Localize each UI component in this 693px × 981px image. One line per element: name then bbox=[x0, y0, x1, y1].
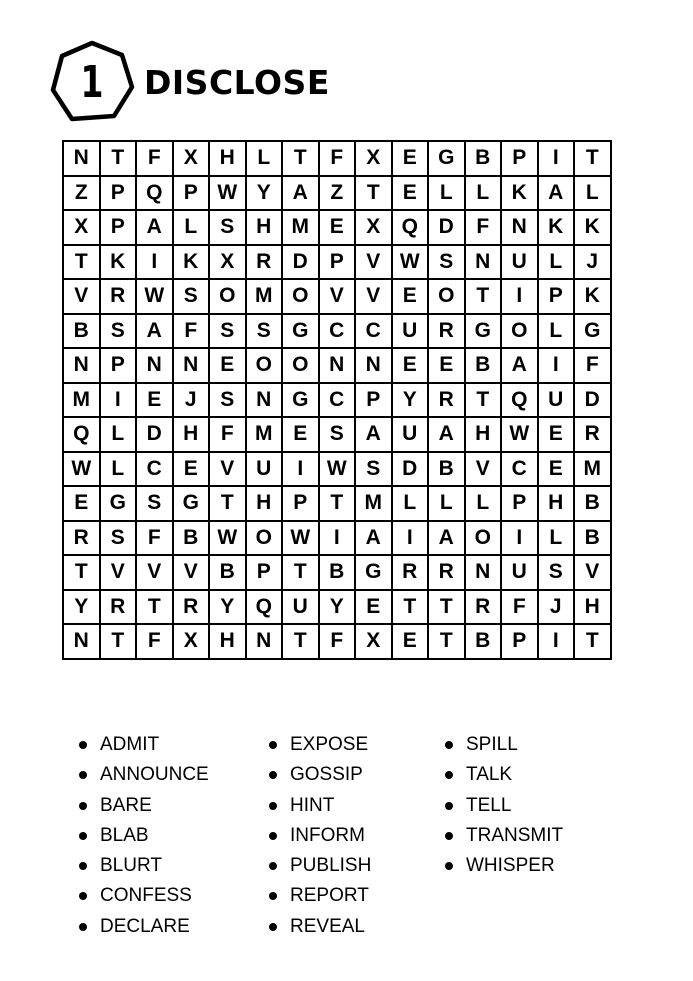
grid-cell[interactable]: U bbox=[392, 314, 429, 349]
grid-cell[interactable]: J bbox=[574, 245, 611, 280]
grid-cell[interactable]: D bbox=[282, 245, 319, 280]
grid-cell[interactable]: P bbox=[100, 176, 137, 211]
grid-cell[interactable]: G bbox=[100, 486, 137, 521]
grid-cell[interactable]: T bbox=[136, 590, 173, 625]
grid-cell[interactable]: T bbox=[465, 279, 502, 314]
grid-cell[interactable]: T bbox=[100, 624, 137, 659]
word-list-item: REVEAL bbox=[268, 912, 444, 942]
grid-cell[interactable]: S bbox=[246, 314, 283, 349]
grid-cell[interactable]: U bbox=[501, 555, 538, 590]
grid-cell[interactable]: U bbox=[538, 383, 575, 418]
grid-cell[interactable]: P bbox=[319, 245, 356, 280]
grid-row bbox=[63, 452, 611, 487]
grid-cell[interactable]: O bbox=[501, 314, 538, 349]
word-list-item: TELL bbox=[444, 791, 624, 821]
grid-cell[interactable]: C bbox=[319, 314, 356, 349]
grid-cell[interactable]: E bbox=[392, 348, 429, 383]
grid-cell[interactable]: T bbox=[63, 555, 100, 590]
grid-cell[interactable]: N bbox=[465, 245, 502, 280]
grid-cell[interactable]: B bbox=[319, 555, 356, 590]
grid-cell[interactable]: E bbox=[136, 383, 173, 418]
grid-cell[interactable]: V bbox=[173, 555, 210, 590]
grid-cell[interactable]: G bbox=[465, 314, 502, 349]
grid-cell[interactable]: G bbox=[355, 555, 392, 590]
grid-cell[interactable]: V bbox=[209, 452, 246, 487]
grid-cell[interactable]: M bbox=[63, 383, 100, 418]
grid-cell[interactable]: V bbox=[465, 452, 502, 487]
word-list-item: BARE bbox=[78, 791, 268, 821]
grid-cell[interactable]: R bbox=[465, 590, 502, 625]
grid-cell[interactable]: W bbox=[209, 176, 246, 211]
grid-cell[interactable]: U bbox=[501, 245, 538, 280]
grid-cell[interactable]: C bbox=[319, 383, 356, 418]
grid-cell[interactable]: T bbox=[319, 486, 356, 521]
grid-cell[interactable]: E bbox=[319, 210, 356, 245]
grid-cell[interactable]: P bbox=[538, 279, 575, 314]
grid-cell[interactable]: E bbox=[63, 486, 100, 521]
grid-cell[interactable]: L bbox=[246, 141, 283, 176]
grid-cell[interactable]: E bbox=[355, 590, 392, 625]
grid-cell[interactable]: I bbox=[319, 521, 356, 556]
grid-cell[interactable]: W bbox=[282, 521, 319, 556]
grid-cell[interactable]: P bbox=[501, 624, 538, 659]
grid-cell[interactable]: T bbox=[282, 624, 319, 659]
grid-cell[interactable]: N bbox=[63, 624, 100, 659]
grid-cell[interactable]: H bbox=[538, 486, 575, 521]
grid-cell[interactable]: L bbox=[428, 176, 465, 211]
grid-cell[interactable]: O bbox=[465, 521, 502, 556]
grid-cell[interactable]: V bbox=[63, 279, 100, 314]
grid-row bbox=[63, 590, 611, 625]
grid-cell[interactable]: U bbox=[246, 452, 283, 487]
grid-cell[interactable]: K bbox=[538, 210, 575, 245]
grid-cell[interactable]: N bbox=[319, 348, 356, 383]
grid-cell[interactable]: L bbox=[392, 486, 429, 521]
grid-cell[interactable]: T bbox=[282, 555, 319, 590]
grid-cell[interactable]: Z bbox=[319, 176, 356, 211]
grid-cell[interactable]: Q bbox=[246, 590, 283, 625]
grid-cell[interactable]: A bbox=[136, 210, 173, 245]
grid-cell[interactable]: E bbox=[538, 417, 575, 452]
word-list bbox=[78, 730, 638, 942]
grid-cell[interactable]: T bbox=[63, 245, 100, 280]
grid-cell[interactable]: X bbox=[355, 624, 392, 659]
letter-grid bbox=[62, 140, 612, 660]
grid-cell[interactable]: N bbox=[136, 348, 173, 383]
grid-cell[interactable]: G bbox=[428, 141, 465, 176]
grid-row bbox=[63, 383, 611, 418]
grid-cell[interactable]: K bbox=[173, 245, 210, 280]
grid-cell[interactable]: R bbox=[100, 590, 137, 625]
grid-cell[interactable]: X bbox=[63, 210, 100, 245]
grid-row bbox=[63, 348, 611, 383]
puzzle-number: 1 bbox=[80, 56, 104, 108]
grid-cell[interactable]: A bbox=[282, 176, 319, 211]
word-list-item: DECLARE bbox=[78, 912, 268, 942]
grid-cell[interactable]: I bbox=[538, 141, 575, 176]
word-list-item: SPILL bbox=[444, 730, 624, 760]
grid-cell[interactable]: L bbox=[465, 486, 502, 521]
grid-cell[interactable]: H bbox=[465, 417, 502, 452]
grid-cell[interactable]: L bbox=[465, 176, 502, 211]
grid-cell[interactable]: R bbox=[428, 314, 465, 349]
grid-cell[interactable]: H bbox=[574, 590, 611, 625]
grid-cell[interactable]: C bbox=[355, 314, 392, 349]
word-list-item: WHISPER bbox=[444, 851, 624, 881]
grid-cell[interactable]: I bbox=[501, 521, 538, 556]
grid-cell[interactable]: D bbox=[428, 210, 465, 245]
grid-cell[interactable]: V bbox=[136, 555, 173, 590]
grid-cell[interactable]: E bbox=[392, 141, 429, 176]
grid-cell[interactable]: S bbox=[173, 279, 210, 314]
grid-cell[interactable]: C bbox=[501, 452, 538, 487]
grid-cell[interactable]: W bbox=[319, 452, 356, 487]
word-list-item: BLURT bbox=[78, 851, 268, 881]
grid-cell[interactable]: O bbox=[246, 348, 283, 383]
grid-cell[interactable]: K bbox=[574, 279, 611, 314]
grid-cell[interactable]: A bbox=[538, 176, 575, 211]
grid-cell[interactable]: G bbox=[282, 314, 319, 349]
grid-cell[interactable]: Y bbox=[209, 590, 246, 625]
grid-cell[interactable]: U bbox=[282, 590, 319, 625]
word-list-item: HINT bbox=[268, 791, 444, 821]
grid-cell[interactable]: I bbox=[538, 348, 575, 383]
grid-cell[interactable]: E bbox=[392, 624, 429, 659]
grid-cell[interactable]: X bbox=[355, 210, 392, 245]
grid-cell[interactable]: O bbox=[246, 521, 283, 556]
grid-cell[interactable]: L bbox=[538, 521, 575, 556]
grid-cell[interactable]: K bbox=[100, 245, 137, 280]
grid-cell[interactable]: N bbox=[246, 383, 283, 418]
grid-cell[interactable]: I bbox=[100, 383, 137, 418]
grid-cell[interactable]: G bbox=[173, 486, 210, 521]
grid-cell[interactable]: R bbox=[428, 383, 465, 418]
grid-cell[interactable]: I bbox=[538, 624, 575, 659]
grid-cell[interactable]: K bbox=[501, 176, 538, 211]
grid-cell[interactable]: T bbox=[282, 141, 319, 176]
grid-cell[interactable]: B bbox=[465, 624, 502, 659]
grid-cell[interactable]: M bbox=[246, 417, 283, 452]
grid-cell[interactable]: A bbox=[428, 417, 465, 452]
grid-cell[interactable]: L bbox=[173, 210, 210, 245]
word-list-item: BLAB bbox=[78, 821, 268, 851]
grid-cell[interactable]: T bbox=[355, 176, 392, 211]
grid-cell[interactable]: O bbox=[282, 348, 319, 383]
grid-cell[interactable]: S bbox=[209, 383, 246, 418]
grid-cell[interactable]: W bbox=[501, 417, 538, 452]
grid-row bbox=[63, 245, 611, 280]
grid-cell[interactable]: M bbox=[574, 452, 611, 487]
grid-cell[interactable]: B bbox=[465, 348, 502, 383]
grid-cell[interactable]: L bbox=[100, 417, 137, 452]
word-list-column bbox=[268, 730, 444, 942]
grid-cell[interactable]: U bbox=[392, 417, 429, 452]
grid-cell[interactable]: Y bbox=[392, 383, 429, 418]
grid-cell[interactable]: T bbox=[428, 624, 465, 659]
grid-cell[interactable]: M bbox=[246, 279, 283, 314]
word-list-item: ADMIT bbox=[78, 730, 268, 760]
grid-cell[interactable]: B bbox=[574, 486, 611, 521]
grid-row bbox=[63, 624, 611, 659]
grid-cell[interactable]: B bbox=[574, 521, 611, 556]
grid-cell[interactable]: T bbox=[465, 383, 502, 418]
grid-cell[interactable]: N bbox=[501, 210, 538, 245]
grid-row bbox=[63, 279, 611, 314]
grid-cell[interactable]: A bbox=[501, 348, 538, 383]
grid-cell[interactable]: D bbox=[392, 452, 429, 487]
grid-cell[interactable]: O bbox=[428, 279, 465, 314]
grid-cell[interactable]: G bbox=[574, 314, 611, 349]
grid-cell[interactable]: S bbox=[209, 314, 246, 349]
grid-cell[interactable]: S bbox=[136, 486, 173, 521]
grid-cell[interactable]: E bbox=[428, 348, 465, 383]
grid-cell[interactable]: E bbox=[209, 348, 246, 383]
grid-cell[interactable]: N bbox=[355, 348, 392, 383]
word-list-item: ANNOUNCE bbox=[78, 760, 268, 790]
grid-cell[interactable]: I bbox=[282, 452, 319, 487]
grid-cell[interactable]: R bbox=[574, 417, 611, 452]
grid-cell[interactable]: L bbox=[538, 314, 575, 349]
grid-cell[interactable]: Q bbox=[501, 383, 538, 418]
grid-row bbox=[63, 555, 611, 590]
grid-cell[interactable]: T bbox=[574, 141, 611, 176]
grid-cell[interactable]: X bbox=[355, 141, 392, 176]
grid-cell[interactable]: L bbox=[574, 176, 611, 211]
grid-cell[interactable]: R bbox=[63, 521, 100, 556]
grid-cell[interactable]: Z bbox=[63, 176, 100, 211]
word-list-item: TRANSMIT bbox=[444, 821, 624, 851]
grid-cell[interactable]: V bbox=[574, 555, 611, 590]
grid-cell[interactable]: Y bbox=[63, 590, 100, 625]
grid-cell[interactable]: B bbox=[428, 452, 465, 487]
grid-cell[interactable]: T bbox=[392, 590, 429, 625]
puzzle-title: DISCLOSE bbox=[144, 63, 330, 102]
grid-cell[interactable]: O bbox=[209, 279, 246, 314]
grid-cell[interactable]: A bbox=[428, 521, 465, 556]
grid-cell[interactable]: S bbox=[100, 521, 137, 556]
word-list-item: PUBLISH bbox=[268, 851, 444, 881]
grid-cell[interactable]: X bbox=[173, 141, 210, 176]
grid-cell[interactable]: X bbox=[209, 245, 246, 280]
grid-cell[interactable]: V bbox=[355, 279, 392, 314]
word-list-column bbox=[78, 730, 268, 942]
grid-cell[interactable]: F bbox=[574, 348, 611, 383]
grid-cell[interactable]: B bbox=[209, 555, 246, 590]
grid-cell[interactable]: A bbox=[136, 314, 173, 349]
grid-cell[interactable]: F bbox=[465, 210, 502, 245]
grid-cell[interactable]: R bbox=[100, 279, 137, 314]
grid-cell[interactable]: R bbox=[173, 590, 210, 625]
grid-cell[interactable]: F bbox=[319, 141, 356, 176]
grid-cell[interactable]: G bbox=[282, 383, 319, 418]
grid-cell[interactable]: Q bbox=[136, 176, 173, 211]
grid-cell[interactable]: E bbox=[392, 279, 429, 314]
grid-cell[interactable]: T bbox=[209, 486, 246, 521]
grid-cell[interactable]: L bbox=[428, 486, 465, 521]
grid-cell[interactable]: W bbox=[136, 279, 173, 314]
grid-cell[interactable]: H bbox=[209, 624, 246, 659]
grid-cell[interactable]: B bbox=[63, 314, 100, 349]
grid-cell[interactable]: N bbox=[246, 624, 283, 659]
grid-cell[interactable]: P bbox=[501, 141, 538, 176]
grid-cell[interactable]: P bbox=[282, 486, 319, 521]
grid-cell[interactable]: T bbox=[574, 624, 611, 659]
grid-cell[interactable]: N bbox=[173, 348, 210, 383]
grid-cell[interactable]: F bbox=[136, 521, 173, 556]
grid-cell[interactable]: H bbox=[173, 417, 210, 452]
grid-cell[interactable]: S bbox=[100, 314, 137, 349]
grid-cell[interactable]: F bbox=[209, 417, 246, 452]
grid-cell[interactable]: E bbox=[392, 176, 429, 211]
grid-cell[interactable]: O bbox=[282, 279, 319, 314]
grid-cell[interactable]: D bbox=[574, 383, 611, 418]
grid-cell[interactable]: B bbox=[465, 141, 502, 176]
grid-cell[interactable]: F bbox=[136, 141, 173, 176]
grid-cell[interactable]: C bbox=[136, 452, 173, 487]
word-list-item: REPORT bbox=[268, 881, 444, 911]
word-list-item: INFORM bbox=[268, 821, 444, 851]
grid-cell[interactable]: E bbox=[282, 417, 319, 452]
grid-cell[interactable]: Y bbox=[319, 590, 356, 625]
grid-cell[interactable]: I bbox=[136, 245, 173, 280]
grid-cell[interactable]: F bbox=[136, 624, 173, 659]
grid-cell[interactable]: R bbox=[392, 555, 429, 590]
grid-cell[interactable]: F bbox=[501, 590, 538, 625]
grid-cell[interactable]: S bbox=[428, 245, 465, 280]
grid-cell[interactable]: X bbox=[173, 624, 210, 659]
grid-cell[interactable]: H bbox=[209, 141, 246, 176]
grid-cell[interactable]: H bbox=[246, 486, 283, 521]
grid-cell[interactable]: P bbox=[100, 348, 137, 383]
grid-row bbox=[63, 176, 611, 211]
grid-cell[interactable]: N bbox=[63, 348, 100, 383]
grid-cell[interactable]: I bbox=[501, 279, 538, 314]
grid-cell[interactable]: P bbox=[246, 555, 283, 590]
grid-cell[interactable]: M bbox=[355, 486, 392, 521]
grid-cell[interactable]: W bbox=[209, 521, 246, 556]
grid-cell[interactable]: W bbox=[392, 245, 429, 280]
grid-row bbox=[63, 486, 611, 521]
grid-cell[interactable]: L bbox=[538, 245, 575, 280]
grid-cell[interactable]: Q bbox=[392, 210, 429, 245]
grid-cell[interactable]: W bbox=[63, 452, 100, 487]
grid-cell[interactable]: P bbox=[173, 176, 210, 211]
grid-cell[interactable]: F bbox=[319, 624, 356, 659]
grid-cell[interactable]: R bbox=[246, 245, 283, 280]
grid-cell[interactable]: J bbox=[173, 383, 210, 418]
grid-cell[interactable]: I bbox=[392, 521, 429, 556]
grid-cell[interactable]: P bbox=[355, 383, 392, 418]
grid-row bbox=[63, 210, 611, 245]
grid-row bbox=[63, 141, 611, 176]
grid-cell[interactable]: J bbox=[538, 590, 575, 625]
grid-cell[interactable]: D bbox=[136, 417, 173, 452]
word-list-item: GOSSIP bbox=[268, 760, 444, 790]
word-list-item: EXPOSE bbox=[268, 730, 444, 760]
grid-cell[interactable]: F bbox=[173, 314, 210, 349]
grid-cell[interactable]: M bbox=[282, 210, 319, 245]
grid-cell[interactable]: P bbox=[100, 210, 137, 245]
grid-cell[interactable]: S bbox=[319, 417, 356, 452]
grid-cell[interactable]: L bbox=[100, 452, 137, 487]
grid-cell[interactable]: T bbox=[100, 141, 137, 176]
grid-cell[interactable]: H bbox=[246, 210, 283, 245]
grid-cell[interactable]: E bbox=[538, 452, 575, 487]
grid-cell[interactable]: P bbox=[501, 486, 538, 521]
grid-cell[interactable]: R bbox=[428, 555, 465, 590]
grid-cell[interactable]: Q bbox=[63, 417, 100, 452]
grid-cell[interactable]: A bbox=[355, 521, 392, 556]
grid-cell[interactable]: N bbox=[63, 141, 100, 176]
grid-cell[interactable]: T bbox=[428, 590, 465, 625]
grid-row bbox=[63, 314, 611, 349]
word-list-item: TALK bbox=[444, 760, 624, 790]
grid-cell[interactable]: V bbox=[100, 555, 137, 590]
grid-cell[interactable]: S bbox=[209, 210, 246, 245]
grid-cell[interactable]: K bbox=[574, 210, 611, 245]
grid-cell[interactable]: A bbox=[355, 417, 392, 452]
grid-cell[interactable]: V bbox=[319, 279, 356, 314]
puzzle-number-badge bbox=[48, 38, 136, 126]
grid-cell[interactable]: Y bbox=[246, 176, 283, 211]
word-list-item: CONFESS bbox=[78, 881, 268, 911]
grid-row bbox=[63, 521, 611, 556]
grid-cell[interactable]: S bbox=[538, 555, 575, 590]
grid-cell[interactable]: E bbox=[173, 452, 210, 487]
grid-cell[interactable]: S bbox=[355, 452, 392, 487]
word-list-column bbox=[444, 730, 624, 942]
grid-row bbox=[63, 417, 611, 452]
grid-cell[interactable]: B bbox=[173, 521, 210, 556]
grid-cell[interactable]: N bbox=[465, 555, 502, 590]
grid-cell[interactable]: V bbox=[355, 245, 392, 280]
